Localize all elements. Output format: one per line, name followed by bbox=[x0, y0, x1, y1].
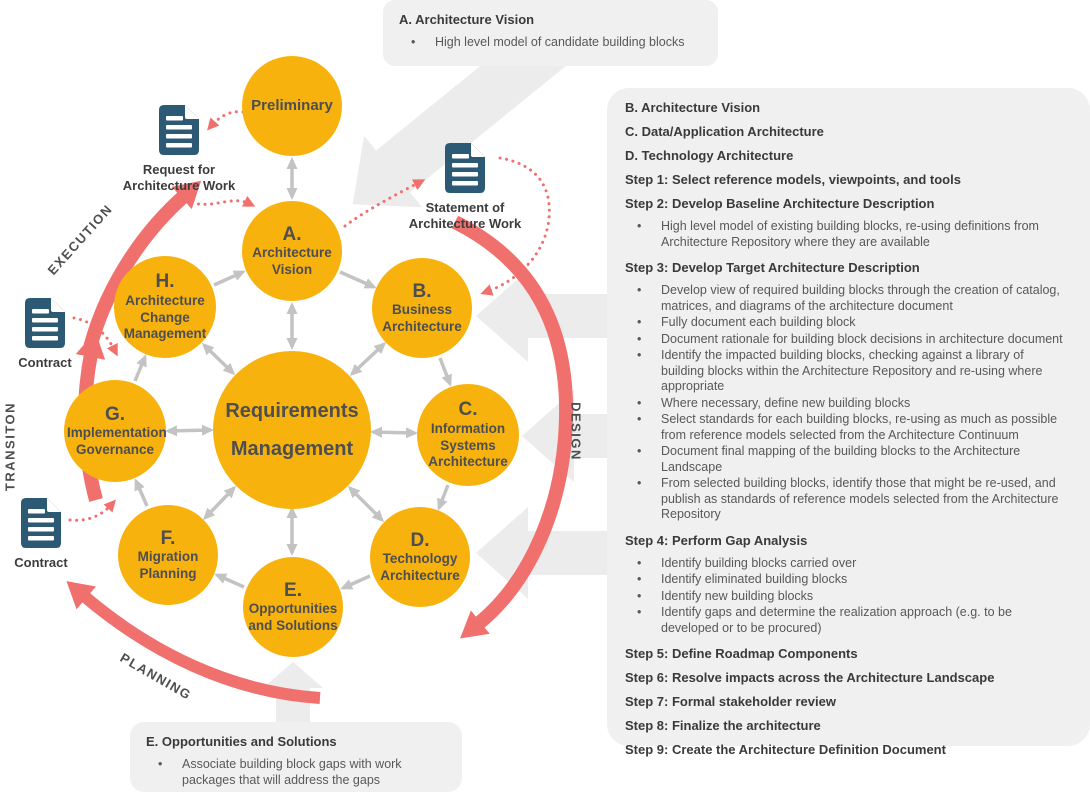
request-for-architecture-work-document bbox=[104, 102, 254, 193]
phase-letter: E. bbox=[284, 579, 302, 601]
panel-bullet-list bbox=[625, 556, 1066, 637]
statement-of-architecture-work-document bbox=[400, 140, 530, 231]
panel-heading: Step 3: Develop Target Architecture Description bbox=[625, 260, 920, 275]
panel-bullet: • Identify the impacted building blocks, checking against a library of building blocks within the Architecture Repository and re-using where appropriate bbox=[661, 348, 1066, 395]
document-icon bbox=[442, 140, 488, 196]
panel-heading: Step 1: Select reference models, viewpoints, and tools bbox=[625, 172, 961, 187]
panel-bullet: • Fully document each building block bbox=[661, 315, 1066, 331]
phase-name: Business Architecture bbox=[382, 302, 462, 334]
panel-bullet: • Document final mapping of the building blocks to the Architecture Landscape bbox=[661, 444, 1066, 475]
callout-title: E. Opportunities and Solutions bbox=[146, 734, 337, 749]
phase-preliminary bbox=[242, 56, 342, 156]
panel-bullet: • Develop view of required building blocks through the creation of catalog, matrices, and diagrams of the architecture document bbox=[661, 283, 1066, 314]
document-label: Contract bbox=[18, 355, 72, 370]
planning-label: PLANNING bbox=[117, 650, 195, 703]
panel-heading: Step 7: Formal stakeholder review bbox=[625, 694, 836, 709]
phase-d-technology-architecture bbox=[370, 507, 470, 607]
phase-c-information-systems-architecture bbox=[417, 384, 519, 486]
phase-name: Migration Planning bbox=[137, 549, 199, 581]
transition-label: TRANSITON bbox=[2, 401, 18, 492]
phase-name: Implementation Governance bbox=[67, 425, 167, 457]
panel-bullet-list bbox=[625, 283, 1066, 523]
panel-heading: Step 6: Resolve impacts across the Architecture Landscape bbox=[625, 670, 995, 685]
phase-name: Architecture Change Management bbox=[123, 293, 207, 342]
document-icon bbox=[18, 495, 64, 551]
callout-bullet: • Associate building block gaps with work packages that will address the gaps bbox=[182, 757, 446, 788]
callout-opportunities-and-solutions bbox=[130, 722, 462, 792]
document-icon bbox=[156, 102, 202, 158]
rm-line1: Requirements bbox=[225, 400, 359, 422]
panel-bullet: • Identify gaps and determine the realization approach (e.g. to be developed or to be procured) bbox=[661, 605, 1066, 636]
execution-label: EXECUTION bbox=[44, 201, 116, 278]
panel-bullet: • Identify building blocks carried over bbox=[661, 556, 1066, 572]
panel-heading: Step 2: Develop Baseline Architecture Description bbox=[625, 196, 935, 211]
phase-f-migration-planning bbox=[118, 505, 218, 605]
phase-e-opportunities-and-solutions bbox=[243, 557, 343, 657]
phase-letter: B. bbox=[412, 280, 432, 302]
callout-title: A. Architecture Vision bbox=[399, 12, 535, 27]
phase-letter: D. bbox=[410, 529, 430, 551]
rm-line2: Management bbox=[230, 438, 354, 460]
document-label: Statement of Architecture Work bbox=[408, 200, 522, 231]
document-icon bbox=[22, 295, 68, 351]
panel-bullet: • Identify eliminated building blocks bbox=[661, 572, 1066, 588]
callout-bullet: • High level model of candidate building blocks bbox=[435, 35, 702, 51]
requirements-management-circle bbox=[213, 351, 371, 509]
contract-top-document bbox=[10, 295, 80, 371]
panel-bullet: • Where necessary, define new building blocks bbox=[661, 396, 1066, 412]
panel-heading: Step 5: Define Roadmap Components bbox=[625, 646, 858, 661]
phase-name: Opportunities and Solutions bbox=[248, 601, 338, 633]
link-contract-bottom bbox=[70, 504, 112, 520]
phase-letter: F. bbox=[160, 527, 176, 549]
phase-letter: H. bbox=[155, 271, 175, 293]
phase-letter: C. bbox=[458, 399, 478, 421]
phase-h-architecture-change-management bbox=[114, 256, 216, 358]
phase-b-business-architecture bbox=[372, 258, 472, 358]
phase-name: Technology Architecture bbox=[380, 551, 460, 583]
phase-a-architecture-vision bbox=[242, 201, 342, 301]
panel-bullet: • High level model of existing building blocks, re-using definitions from Architecture Repository where they are available bbox=[661, 219, 1066, 250]
document-label: Contract bbox=[14, 555, 68, 570]
panel-sections bbox=[625, 96, 1066, 762]
panel-heading: Step 9: Create the Architecture Definition Document bbox=[625, 742, 946, 757]
phase-name: Architecture Vision bbox=[252, 245, 332, 277]
panel-heading: D. Technology Architecture bbox=[625, 148, 794, 163]
design-label: DESIGN bbox=[568, 402, 584, 461]
link-request-to-a bbox=[180, 197, 250, 204]
panel-heading: C. Data/Application Architecture bbox=[625, 124, 824, 139]
panel-bullet: • From selected building blocks, identify those that might be re-used, and publish as standards of reference models selected from the Architecture Repository bbox=[661, 476, 1066, 523]
phase-name: Information Systems Architecture bbox=[428, 421, 508, 470]
panel-heading: B. Architecture Vision bbox=[625, 100, 761, 115]
document-label: Request for Architecture Work bbox=[122, 162, 236, 193]
phase-letter: A. bbox=[282, 223, 302, 245]
callout-architecture-vision bbox=[383, 0, 718, 66]
panel-bullet: • Select standards for each building blocks, re-using as much as possible from reference models selected from the Architecture Continuum bbox=[661, 412, 1066, 443]
panel-heading: Step 4: Perform Gap Analysis bbox=[625, 532, 808, 548]
panel-bullet: • Document rationale for building block decisions in architecture document bbox=[661, 332, 1066, 348]
panel-bullet-list bbox=[625, 219, 1066, 250]
panel-bullet: • Identify new building blocks bbox=[661, 589, 1066, 605]
phase-name: Preliminary bbox=[251, 96, 333, 114]
phase-letter: G. bbox=[104, 403, 126, 425]
phase-detail-panel bbox=[607, 88, 1090, 757]
panel-heading: Step 8: Finalize the architecture bbox=[625, 718, 821, 733]
phase-g-implementation-governance bbox=[64, 380, 166, 482]
